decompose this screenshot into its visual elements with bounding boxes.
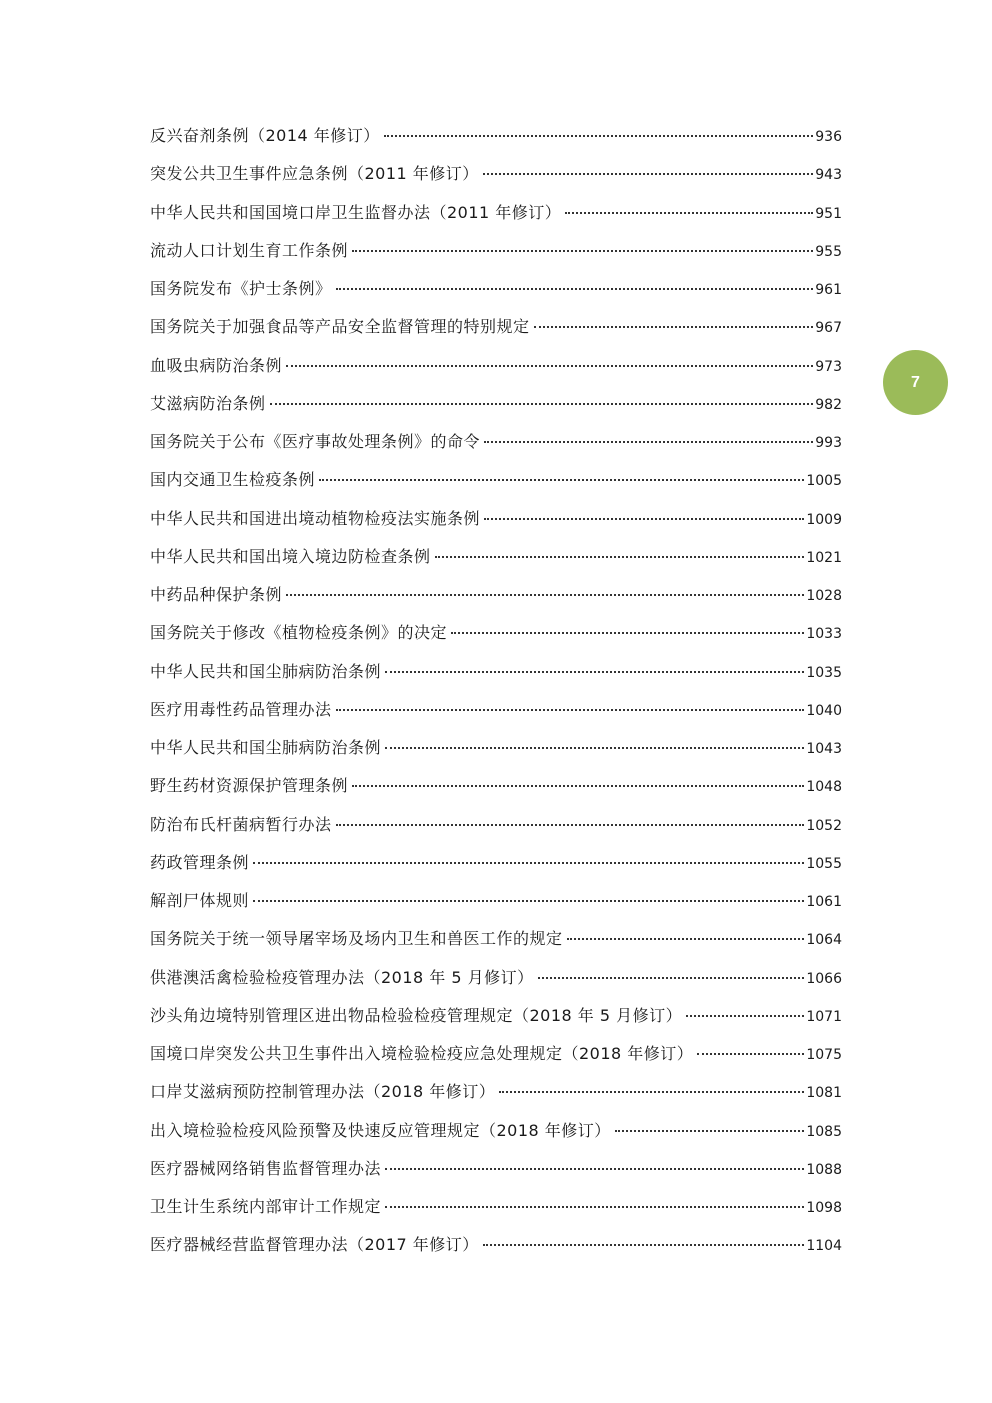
- dot-leader: [385, 747, 804, 749]
- dot-leader: [451, 632, 804, 634]
- toc-entry-page: 967: [815, 320, 842, 337]
- toc-entry-page: 1043: [806, 741, 842, 757]
- dot-leader: [336, 824, 805, 826]
- toc-entry[interactable]: [150, 390, 842, 428]
- toc-entry[interactable]: [150, 658, 842, 696]
- dot-leader: [538, 977, 805, 979]
- toc-entry-title: 国内交通卫生检疫条例: [150, 470, 316, 490]
- toc-entry-page: 1028: [806, 588, 842, 604]
- toc-entry-page: 1064: [806, 932, 842, 949]
- toc-entry[interactable]: [150, 466, 842, 504]
- dot-leader: [534, 326, 814, 328]
- toc-entry-page: 1005: [806, 473, 842, 490]
- toc-entry-title: 中药品种保护条例: [150, 585, 283, 604]
- toc-entry[interactable]: [150, 1078, 842, 1116]
- dot-leader: [319, 479, 804, 481]
- page-number-badge: [883, 350, 948, 415]
- dot-leader: [352, 250, 813, 252]
- toc-entry-page: 955: [815, 243, 842, 260]
- page-number: 7: [911, 373, 920, 391]
- dot-leader: [385, 1206, 804, 1208]
- toc-entry[interactable]: [150, 1040, 842, 1078]
- toc-entry-title: 供港澳活禽检验检疫管理办法（2018 年 5 月修订）: [150, 967, 534, 987]
- toc-entry-title: 出入境检验检疫风险预警及快速反应管理规定（2018 年修订）: [150, 1120, 611, 1140]
- dot-leader: [435, 556, 805, 558]
- toc-entry[interactable]: [150, 313, 842, 351]
- toc-entry-page: 1081: [806, 1085, 842, 1102]
- toc-entry[interactable]: [150, 849, 842, 887]
- dot-leader: [483, 173, 813, 175]
- toc-entry[interactable]: [150, 619, 842, 657]
- dot-leader: [385, 1168, 804, 1170]
- toc-entry-title: 突发公共卫生事件应急条例（2011 年修订）: [150, 164, 479, 184]
- toc-entry[interactable]: [150, 352, 842, 390]
- toc-entry-page: 973: [815, 358, 842, 375]
- dot-leader: [336, 288, 814, 290]
- toc-entry[interactable]: [150, 160, 842, 198]
- dot-leader: [483, 1244, 805, 1246]
- dot-leader: [697, 1053, 804, 1055]
- toc-entry-title: 卫生计生系统内部审计工作规定: [150, 1197, 382, 1216]
- toc-entry-title: 口岸艾滋病预防控制管理办法（2018 年修订）: [150, 1082, 496, 1102]
- toc-entry-page: 951: [815, 205, 842, 222]
- toc-entry[interactable]: [150, 696, 842, 734]
- toc-entry[interactable]: [150, 1002, 842, 1040]
- toc-entry-page: 936: [815, 129, 842, 145]
- toc-entry[interactable]: [150, 275, 842, 313]
- toc-entry[interactable]: [150, 887, 842, 925]
- toc-entry-title: 中华人民共和国出境入境边防检查条例: [150, 546, 431, 566]
- toc-entry[interactable]: [150, 543, 842, 581]
- toc-entry[interactable]: [150, 428, 842, 466]
- toc-entry-title: 国务院关于加强食品等产品安全监督管理的特别规定: [150, 317, 530, 337]
- dot-leader: [253, 900, 804, 902]
- toc-entry-page: 1061: [806, 894, 842, 910]
- toc-entry-page: 1066: [806, 970, 842, 987]
- toc-entry-title: 医疗用毒性药品管理办法: [150, 699, 332, 719]
- toc-entry-title: 野生药材资源保护管理条例: [150, 776, 349, 796]
- toc-entry-title: 中华人民共和国尘肺病防治条例: [150, 661, 382, 681]
- toc-entry-title: 国务院关于公布《医疗事故处理条例》的命令: [150, 432, 481, 451]
- dot-leader: [686, 1015, 804, 1017]
- toc-entry-page: 1009: [806, 511, 842, 528]
- toc-entry-page: 1075: [806, 1047, 842, 1063]
- toc-entry-page: 961: [815, 282, 842, 298]
- dot-leader: [336, 709, 805, 711]
- toc-entry-title: 沙头角边境特别管理区进出物品检验检疫管理规定（2018 年 5 月修订）: [150, 1005, 683, 1025]
- toc-entry-page: 1021: [806, 549, 842, 566]
- dot-leader: [384, 135, 813, 137]
- toc-entry[interactable]: [150, 122, 842, 160]
- dot-leader: [253, 862, 804, 864]
- toc-entry[interactable]: [150, 199, 842, 237]
- toc-entry-title: 防治布氏杆菌病暂行办法: [150, 814, 332, 834]
- toc-entry[interactable]: [150, 964, 842, 1002]
- toc-entry[interactable]: [150, 734, 842, 772]
- toc-entry[interactable]: [150, 505, 842, 543]
- toc-entry-page: 1071: [806, 1008, 842, 1025]
- toc-entry-page: 1104: [806, 1238, 842, 1255]
- dot-leader: [352, 785, 804, 787]
- toc-entry-title: 反兴奋剂条例（2014 年修订）: [150, 126, 380, 145]
- toc-entry-title: 国境口岸突发公共卫生事件出入境检验检疫应急处理规定（2018 年修订）: [150, 1044, 694, 1063]
- toc-entry[interactable]: [150, 1117, 842, 1155]
- toc-entry-title: 国务院关于修改《植物检疫条例》的决定: [150, 623, 448, 643]
- dot-leader: [270, 403, 814, 405]
- toc-entry-title: 国务院发布《护士条例》: [150, 279, 332, 298]
- toc-entry[interactable]: [150, 237, 842, 275]
- toc-entry-page: 1040: [806, 702, 842, 719]
- toc-entry-page: 1033: [806, 626, 842, 643]
- toc-entry[interactable]: [150, 772, 842, 810]
- dot-leader: [286, 365, 813, 367]
- toc-entry-title: 解剖尸体规则: [150, 891, 250, 910]
- dot-leader: [565, 212, 813, 214]
- toc-entry[interactable]: [150, 1193, 842, 1231]
- toc-entry-title: 艾滋病防治条例: [150, 393, 266, 413]
- toc-entry-page: 943: [815, 167, 842, 184]
- toc-entry-page: 1088: [806, 1161, 842, 1178]
- dot-leader: [484, 518, 804, 520]
- toc-entry-title: 医疗器械经营监督管理办法（2017 年修订）: [150, 1235, 479, 1255]
- toc-entry-title: 中华人民共和国国境口岸卫生监督办法（2011 年修订）: [150, 202, 562, 222]
- toc-entry-page: 1048: [806, 779, 842, 796]
- toc-entry-page: 1055: [806, 855, 842, 872]
- toc-entry-title: 医疗器械网络销售监督管理办法: [150, 1158, 382, 1178]
- toc-entry-page: 1052: [806, 817, 842, 834]
- toc-entry-page: 1085: [806, 1123, 842, 1140]
- toc-entry-title: 中华人民共和国尘肺病防治条例: [150, 738, 382, 757]
- dot-leader: [484, 441, 813, 443]
- toc-entry-title: 血吸虫病防治条例: [150, 355, 283, 375]
- toc-entry-title: 流动人口计划生育工作条例: [150, 240, 349, 260]
- toc-entry[interactable]: [150, 811, 842, 849]
- toc-entry[interactable]: [150, 581, 842, 619]
- toc-entry-page: 1098: [806, 1200, 842, 1216]
- dot-leader: [499, 1091, 804, 1093]
- table-of-contents: [150, 122, 842, 1270]
- toc-entry[interactable]: [150, 1155, 842, 1193]
- toc-entry-page: 1035: [806, 664, 842, 681]
- dot-leader: [385, 671, 804, 673]
- toc-entry-title: 中华人民共和国进出境动植物检疫法实施条例: [150, 508, 481, 528]
- toc-entry-title: 国务院关于统一领导屠宰场及场内卫生和兽医工作的规定: [150, 929, 563, 949]
- dot-leader: [567, 938, 805, 940]
- dot-leader: [286, 594, 804, 596]
- toc-entry[interactable]: [150, 1231, 842, 1269]
- dot-leader: [615, 1130, 805, 1132]
- toc-entry-title: 药政管理条例: [150, 852, 250, 872]
- toc-entry[interactable]: [150, 925, 842, 963]
- toc-entry-page: 993: [815, 435, 842, 451]
- toc-entry-page: 982: [815, 396, 842, 413]
